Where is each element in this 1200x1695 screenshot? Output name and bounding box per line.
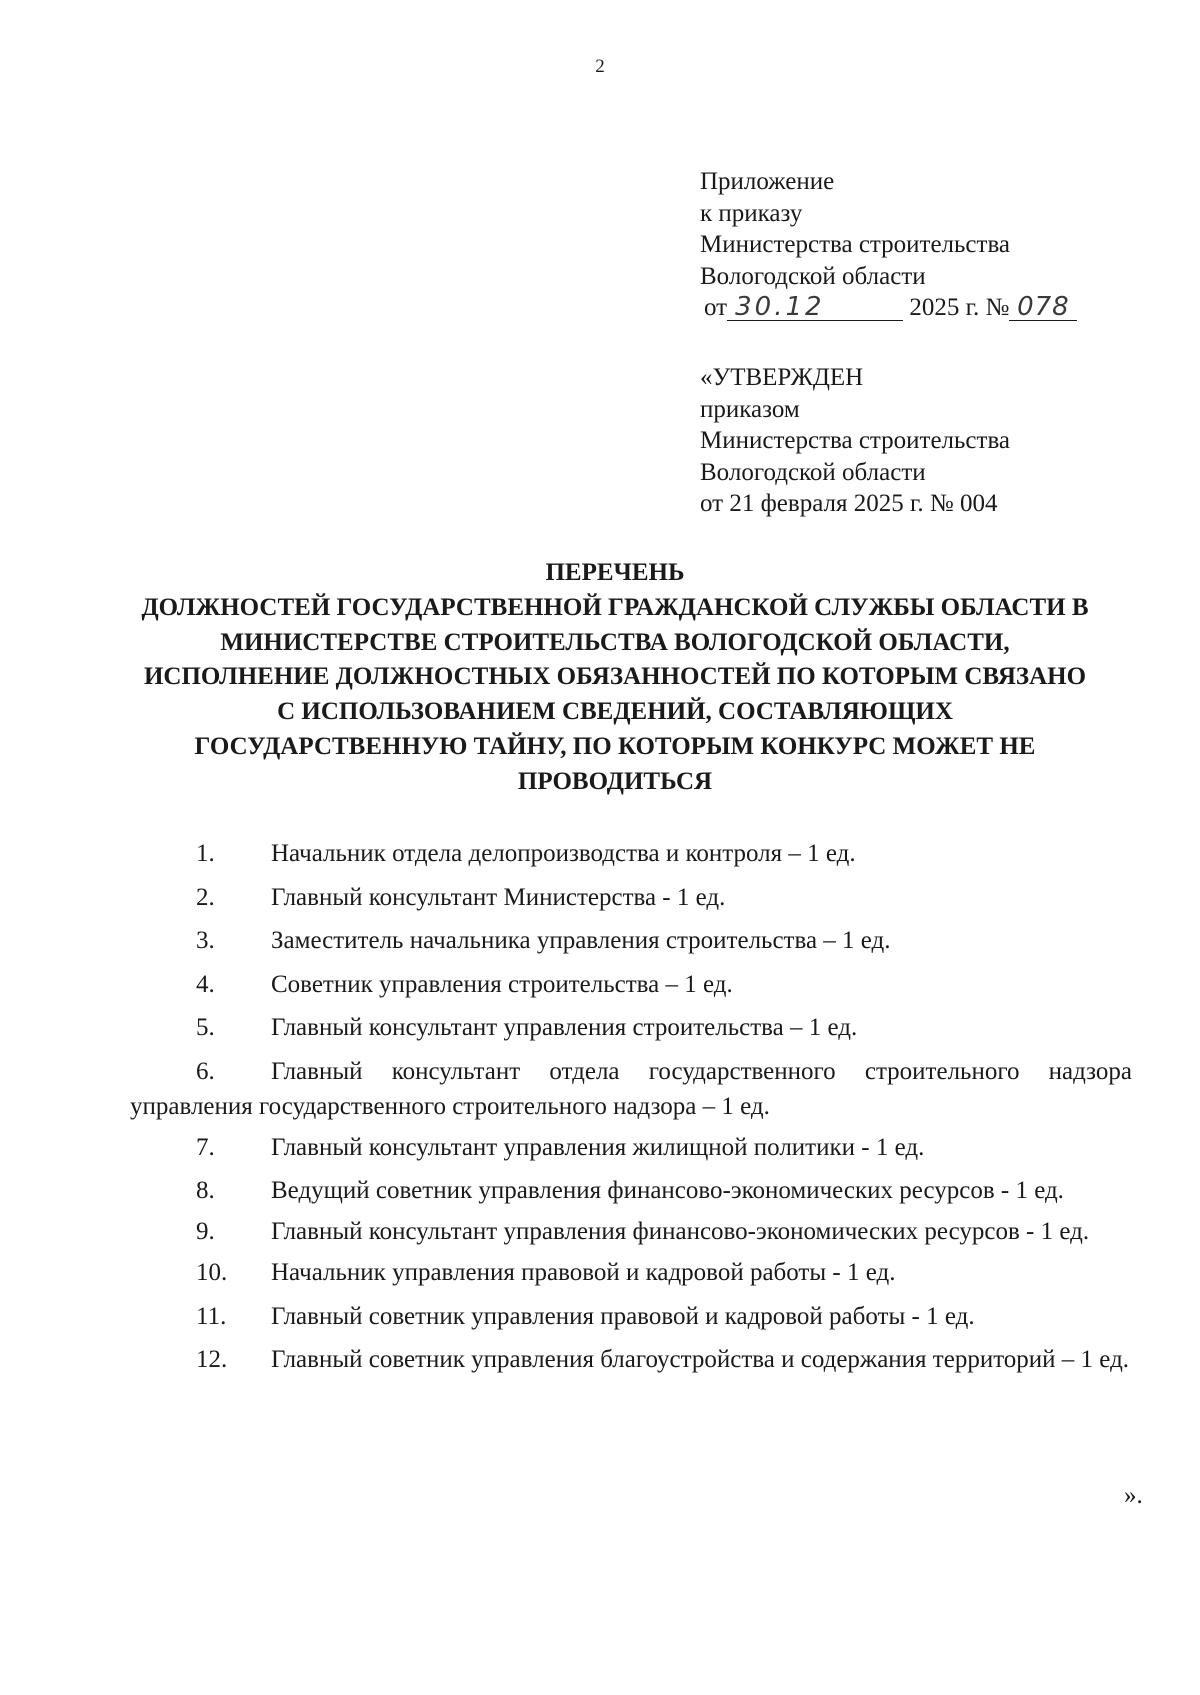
item-text: Начальник управления правовой и кадровой работы - 1 ед.: [271, 1259, 896, 1286]
list-item: [130, 836, 1132, 871]
year-text: 2025 г. №: [909, 294, 1010, 321]
list-item: [130, 1054, 1132, 1124]
item-text: Начальник отдела делопроизводства и контроля – 1 ед.: [271, 840, 856, 867]
title-subheading: ДОЛЖНОСТЕЙ ГОСУДАРСТВЕННОЙ ГРАЖДАНСКОЙ СЛУЖБЫ ОБЛАСТИ В МИНИСТЕРСТВЕ СТРОИТЕЛЬСТВА ВОЛОГОДСКОЙ ОБЛАСТИ, ИСПОЛНЕНИЕ ДОЛЖНОСТНЫХ ОБЯЗАННОСТЕЙ ПО КОТОРЫМ СВЯЗАНО С ИСПОЛЬЗОВАНИЕМ СВЕДЕНИЙ, СОСТАВЛЯЮЩИХ ГОСУДАРСТВЕННУЮ ТАЙНУ, ПО КОТОРЫМ КОНКУРС МОЖЕТ НЕ ПРОВОДИТЬСЯ: [141, 593, 1089, 795]
item-number: 8.: [196, 1177, 215, 1204]
approved-line-3: Министерства строительства: [700, 427, 1011, 454]
approved-line-2: приказом: [700, 395, 800, 423]
item-number: 12.: [196, 1346, 228, 1373]
list-item: [130, 923, 1132, 958]
list-item: [130, 1173, 1132, 1208]
handwritten-date: 30.12: [727, 294, 903, 321]
list-item: [130, 1130, 1132, 1165]
approved-block: [700, 362, 1140, 520]
item-number: 6.: [196, 1057, 215, 1085]
item-text: Главный советник управления правовой и кадровой работы - 1 ед.: [271, 1302, 975, 1330]
approved-line-4: Вологодской области: [700, 458, 926, 486]
approved-line-1: «УТВЕРЖДЕН: [700, 364, 864, 391]
closing-quote-mark: ».: [1124, 1482, 1143, 1509]
list-item: [130, 967, 1132, 1002]
list-item: [130, 1010, 1132, 1045]
item-text: Ведущий советник управления финансово-экономических ресурсов - 1 ед.: [271, 1177, 1064, 1204]
list-item: [130, 1342, 1132, 1377]
approved-line-5: от 21 февраля 2025 г. № 004: [700, 490, 998, 517]
item-number: 3.: [196, 927, 215, 954]
item-text: Заместитель начальника управления строительства – 1 ед.: [271, 927, 891, 954]
item-text: Главный консультант управления строительства – 1 ед.: [271, 1014, 858, 1041]
document-title: [140, 556, 1090, 800]
appendix-date-line: [704, 292, 1140, 324]
list-item: [130, 1214, 1132, 1249]
appendix-block: [700, 166, 1140, 324]
item-number: 9.: [196, 1218, 215, 1245]
item-number: 11.: [196, 1302, 227, 1330]
title-heading: ПЕРЕЧЕНЬ: [545, 559, 685, 586]
item-number: 7.: [196, 1133, 215, 1161]
page-number: 2: [595, 56, 605, 77]
item-text: Главный консультант отдела государственного строительного надзора управления государственного строительного надзора – 1 ед.: [130, 1057, 1132, 1120]
appendix-line-2: к приказу: [700, 199, 803, 227]
item-number: 10.: [196, 1259, 228, 1286]
item-text: Главный консультант управления финансово-экономических ресурсов - 1 ед.: [271, 1218, 1090, 1245]
appendix-line-1: Приложение: [700, 168, 835, 195]
list-item: [130, 880, 1132, 915]
item-number: 1.: [196, 840, 215, 867]
list-item: [130, 1299, 1132, 1334]
item-number: 4.: [196, 970, 215, 998]
item-text: Главный консультант управления жилищной политики - 1 ед.: [271, 1133, 925, 1161]
item-text: Главный советник управления благоустройства и содержания территорий – 1 ед.: [271, 1346, 1130, 1373]
appendix-line-4: Вологодской области: [700, 262, 926, 290]
date-prefix: от: [704, 294, 728, 321]
positions-list: [130, 836, 1132, 1386]
list-item: [130, 1255, 1132, 1290]
item-number: 5.: [196, 1014, 215, 1041]
item-text: Советник управления строительства – 1 ед.: [271, 970, 733, 998]
item-text: Главный консультант Министерства - 1 ед.: [271, 883, 726, 911]
appendix-line-3: Министерства строительства: [700, 231, 1011, 258]
item-number: 2.: [196, 883, 215, 911]
handwritten-number: 078: [1009, 294, 1077, 321]
